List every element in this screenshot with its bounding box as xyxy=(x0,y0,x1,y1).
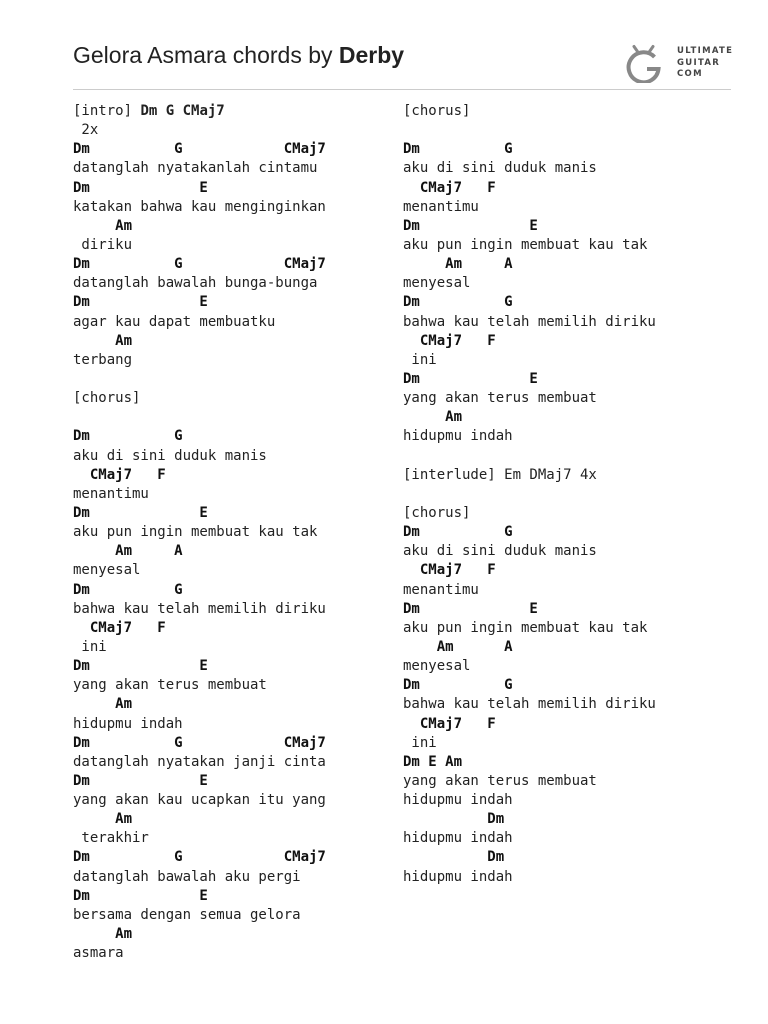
lyric-line: 2x xyxy=(73,122,99,139)
lyric-line: yang akan terus membuat xyxy=(73,677,267,694)
lyric-line: aku pun ingin membuat kau tak xyxy=(73,524,318,541)
chord-line[interactable]: Am A xyxy=(73,543,183,560)
lyric-line: agar kau dapat membuatku xyxy=(73,313,276,330)
lyric-line: terakhir xyxy=(73,830,149,847)
ultimate-guitar-logo[interactable] xyxy=(626,43,736,83)
lyric-line: menyesal xyxy=(403,275,471,292)
lyric-line: terbang xyxy=(73,351,133,368)
chord-line[interactable]: Am xyxy=(73,811,133,828)
blank-line xyxy=(73,408,326,427)
chord-line[interactable]: Dm G xyxy=(403,524,513,541)
lyric-line: hidupmu indah xyxy=(403,868,513,885)
lyric-line: bahwa kau telah memilih diriku xyxy=(403,696,656,713)
lyric-line: yang akan terus membuat xyxy=(403,772,597,789)
chord-line[interactable]: Dm G CMaj7 xyxy=(73,256,326,273)
chord-line[interactable]: Dm xyxy=(403,849,505,866)
chord-line[interactable]: Am xyxy=(403,409,463,426)
chord-line[interactable]: Dm E xyxy=(73,772,208,789)
section-tag: [intro] xyxy=(73,103,141,119)
section-tag: [chorus] xyxy=(403,504,471,521)
lyric-line: asmara xyxy=(73,945,124,962)
lyric-line: aku di sini duduk manis xyxy=(73,447,267,464)
blank-line xyxy=(403,447,656,466)
chord-line[interactable]: Am A xyxy=(403,256,513,273)
chord-line[interactable]: Dm G xyxy=(73,581,183,598)
logo-line-2: GUITAR xyxy=(677,57,721,68)
lyric-line: menantimu xyxy=(403,198,479,215)
lyric-line: yang akan terus membuat xyxy=(403,390,597,407)
chord-line[interactable]: Dm E xyxy=(73,294,208,311)
lyric-line: bahwa kau telah memilih diriku xyxy=(73,600,326,617)
chord-line[interactable]: Am xyxy=(73,926,133,943)
chord-line[interactable]: Dm E xyxy=(73,887,208,904)
lyric-line: datanglah bawalah aku pergi xyxy=(73,868,301,885)
ultimate-guitar-logo-icon xyxy=(626,43,666,83)
lyric-line: datanglah nyatakan janji cinta xyxy=(73,753,326,770)
chord-line[interactable]: Am xyxy=(73,217,133,234)
chord-line[interactable]: CMaj7 F xyxy=(403,179,496,196)
chord-line[interactable]: Am xyxy=(73,696,133,713)
chord-line[interactable]: CMaj7 F xyxy=(403,562,496,579)
chord-line[interactable]: Am A xyxy=(403,638,513,655)
chord-names[interactable]: Dm G CMaj7 xyxy=(140,103,225,119)
chord-line[interactable]: Dm G xyxy=(73,428,183,445)
lyric-line: katakan bahwa kau menginginkan xyxy=(73,198,326,215)
chord-line[interactable]: Dm E Am xyxy=(403,753,463,770)
chord-line[interactable]: Dm G CMaj7 xyxy=(73,849,326,866)
lyric-line: aku di sini duduk manis xyxy=(403,543,597,560)
logo-line-3: COM xyxy=(677,69,703,79)
lyric-line: aku di sini duduk manis xyxy=(403,160,597,177)
chord-line[interactable]: CMaj7 F xyxy=(403,332,496,349)
chord-line[interactable]: Dm E xyxy=(403,370,538,387)
chord-line[interactable]: Dm G CMaj7 xyxy=(73,734,326,751)
chord-line[interactable]: Dm E xyxy=(403,600,538,617)
lyric-line: ini xyxy=(403,351,437,368)
lyric-line: aku pun ingin membuat kau tak xyxy=(403,236,648,253)
chord-line[interactable]: Dm G xyxy=(403,141,513,158)
page-title xyxy=(73,42,404,69)
blank-line xyxy=(403,485,656,504)
lyric-line: aku pun ingin membuat kau tak xyxy=(403,619,648,636)
chord-line[interactable]: Dm xyxy=(403,811,505,828)
chord-line[interactable]: Am xyxy=(73,332,133,349)
lyric-line: datanglah bawalah bunga-bunga xyxy=(73,275,318,292)
chord-line[interactable]: CMaj7 F xyxy=(403,715,496,732)
lyric-line: hidupmu indah xyxy=(403,792,513,809)
lyric-line: menantimu xyxy=(403,581,479,598)
song-title-prefix: Gelora Asmara chords by xyxy=(73,42,339,68)
section-tag: [chorus] xyxy=(403,103,471,119)
chord-line[interactable]: Dm E xyxy=(73,658,208,675)
chord-line[interactable]: CMaj7 F xyxy=(73,619,166,636)
lyric-line: bersama dengan semua gelora xyxy=(73,906,301,923)
lyric-line: menantimu xyxy=(73,485,149,502)
chord-line[interactable]: Dm E xyxy=(73,179,208,196)
blank-line xyxy=(73,370,326,389)
lyric-line: menyesal xyxy=(73,562,141,579)
lyric-line: menyesal xyxy=(403,658,471,675)
blank-line xyxy=(403,121,656,140)
chord-line[interactable]: Dm G CMaj7 xyxy=(73,141,326,158)
lyric-line: bahwa kau telah memilih diriku xyxy=(403,313,656,330)
lyric-line: ini xyxy=(403,734,437,751)
chord-line[interactable]: Dm E xyxy=(73,504,208,521)
lyric-line: hidupmu indah xyxy=(73,715,183,732)
chord-line[interactable]: Dm G xyxy=(403,294,513,311)
chord-line[interactable]: CMaj7 F xyxy=(73,466,166,483)
logo-wordmark xyxy=(677,46,733,81)
logo-line-1: ULTIMATE xyxy=(677,46,734,56)
lyric-line: datanglah nyatakanlah cintamu xyxy=(73,160,318,177)
lyric-line: ini xyxy=(73,638,107,655)
lyric-line: hidupmu indah xyxy=(403,830,513,847)
header-divider xyxy=(73,89,731,90)
section-tag-line xyxy=(73,102,326,121)
chord-line[interactable]: Dm E xyxy=(403,217,538,234)
chord-line[interactable]: Dm G xyxy=(403,677,513,694)
section-tag: [chorus] xyxy=(73,390,141,407)
chord-sheet-left-column xyxy=(73,102,326,963)
lyric-line: hidupmu indah xyxy=(403,428,513,445)
lyric-line: yang akan kau ucapkan itu yang xyxy=(73,792,326,809)
lyric-line: diriku xyxy=(73,236,133,253)
chord-sheet-right-column xyxy=(403,102,656,887)
section-tag: [interlude] Em DMaj7 4x xyxy=(403,466,597,483)
artist-link[interactable]: Derby xyxy=(338,42,405,68)
